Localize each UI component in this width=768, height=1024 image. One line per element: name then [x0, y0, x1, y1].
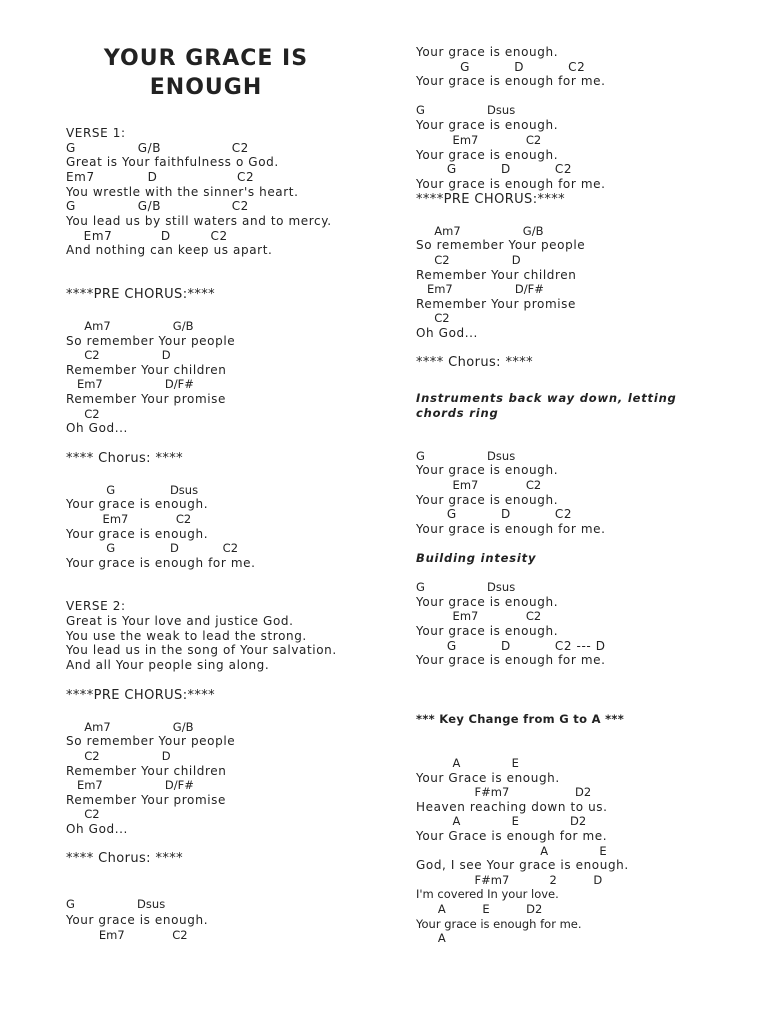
lyric-line: Your grace is enough for me.: [416, 522, 606, 536]
lyric-line: Em7 D/F#: [66, 377, 194, 391]
lyric-line: Great is Your love and justice God.: [66, 614, 294, 628]
lyric-line: G D C2 --- D: [416, 639, 606, 653]
lyric-line: God, I see Your grace is enough.: [416, 858, 629, 872]
lyric-line: C2: [66, 407, 100, 421]
lyric-line: C2: [66, 807, 100, 821]
lyric-line: Remember Your promise: [66, 793, 227, 807]
lyric-line: Em7 D/F#: [416, 282, 544, 296]
lyric-line: chords ring: [416, 406, 499, 420]
lyric-line: Building intesity: [416, 551, 537, 565]
lyric-line: Oh God...: [416, 326, 478, 340]
lyric-line: So remember Your people: [416, 238, 586, 252]
lyric-line: ****PRE CHORUS:****: [416, 192, 566, 207]
lyric-line: C2 D: [416, 253, 521, 267]
lyric-line: Remember Your children: [66, 363, 227, 377]
lyric-line: Your grace is enough.: [416, 595, 559, 609]
lyric-line: **** Chorus: ****: [416, 355, 534, 370]
lyric-line: Em7 D/F#: [66, 778, 194, 792]
lyric-line: G G/B C2: [66, 199, 249, 213]
lyric-line: A E: [416, 844, 607, 858]
lyric-line: C2 D: [66, 749, 171, 763]
lyric-line: Em7 C2: [416, 478, 542, 492]
lyric-line: Your grace is enough for me.: [416, 177, 606, 191]
lyric-line: Your grace is enough for me.: [416, 74, 606, 88]
lyric-line: You lead us in the song of Your salvation.: [66, 643, 337, 657]
lyric-line: I'm covered In your love.: [416, 887, 559, 901]
lyric-line: Em7 C2: [66, 512, 192, 526]
lyric-line: And all Your people sing along.: [66, 658, 270, 672]
lyric-line: Your grace is enough.: [416, 463, 559, 477]
lyric-line: Oh God...: [66, 822, 128, 836]
lyric-line: Great is Your faithfulness o God.: [66, 155, 279, 169]
lyric-line: You lead us by still waters and to mercy.: [66, 214, 332, 228]
lyric-line: A: [416, 931, 446, 945]
lyric-line: Your grace is enough.: [66, 527, 209, 541]
lyric-line: And nothing can keep us apart.: [66, 243, 273, 257]
lyric-line: Your grace is enough.: [66, 913, 209, 927]
lyric-line: A E D2: [416, 814, 587, 828]
lyric-line: Your grace is enough for me.: [66, 556, 256, 570]
lyric-line: F#m7 D2: [416, 785, 592, 799]
lyric-line: G D C2: [416, 507, 573, 521]
lyric-line: ****PRE CHORUS:****: [66, 688, 216, 703]
lyric-line: Remember Your children: [416, 268, 577, 282]
lyric-line: G D C2: [416, 60, 586, 74]
lyric-line: F#m7 2 D: [416, 873, 603, 887]
lyric-line: *** Key Change from G to A ***: [416, 712, 625, 726]
lyric-line: G Dsus: [66, 483, 199, 497]
lyric-line: Your grace is enough.: [416, 118, 559, 132]
lyric-line: You wrestle with the sinner's heart.: [66, 185, 299, 199]
lyric-line: So remember Your people: [66, 734, 236, 748]
lyric-line: So remember Your people: [66, 334, 236, 348]
lyric-line: **** Chorus: ****: [66, 451, 184, 466]
lyric-line: Instruments back way down, letting: [416, 391, 677, 405]
lyric-line: ****PRE CHORUS:****: [66, 287, 216, 302]
lyric-line: Em7 D C2: [66, 170, 255, 184]
lyric-line: Your Grace is enough for me.: [416, 829, 608, 843]
lyric-line: Remember Your promise: [416, 297, 577, 311]
lyric-line: C2 D: [66, 348, 171, 362]
lyric-line: Em7 C2: [66, 928, 188, 942]
lyric-line: G G/B C2: [66, 141, 249, 155]
lyric-line: Am7 G/B: [66, 319, 194, 333]
lyric-line: A E D2: [416, 902, 543, 916]
lyric-line: Am7 G/B: [66, 720, 194, 734]
lyric-line: Your grace is enough for me.: [416, 653, 606, 667]
lyric-line: Your grace is enough for me.: [416, 917, 582, 931]
lyric-line: Oh God...: [66, 421, 128, 435]
lyric-line: Your grace is enough.: [416, 493, 559, 507]
lyric-line: Em7 C2: [416, 133, 542, 147]
lyric-line: VERSE 1:: [66, 126, 126, 140]
lyric-line: C2: [416, 311, 450, 325]
lyric-line: Your Grace is enough.: [416, 771, 560, 785]
lyric-line: **** Chorus: ****: [66, 851, 184, 866]
lyric-line: VERSE 2:: [66, 599, 126, 613]
lyric-line: G Dsus: [416, 449, 516, 463]
lyric-line: Remember Your promise: [66, 392, 227, 406]
lyric-line: Am7 G/B: [416, 224, 544, 238]
lyric-line: Em7 D C2: [66, 229, 228, 243]
lyric-line: G D C2: [416, 162, 573, 176]
song-title: YOUR GRACE IS ENOUGH: [103, 46, 309, 100]
lyric-line: Heaven reaching down to us.: [416, 800, 608, 814]
lyric-line: Your grace is enough.: [416, 45, 559, 59]
lyric-line: Remember Your children: [66, 764, 227, 778]
lyric-line: A E: [416, 756, 519, 770]
lyric-line: Your grace is enough.: [416, 148, 559, 162]
lyric-line: Your grace is enough.: [66, 497, 209, 511]
lyric-line: Em7 C2: [416, 609, 542, 623]
lyric-line: You use the weak to lead the strong.: [66, 629, 307, 643]
lyric-line: G D C2: [66, 541, 239, 555]
lyric-line: G Dsus: [416, 103, 516, 117]
lyric-line: G Dsus: [66, 897, 166, 911]
lyric-line: Your grace is enough.: [416, 624, 559, 638]
lyric-line: G Dsus: [416, 580, 516, 594]
